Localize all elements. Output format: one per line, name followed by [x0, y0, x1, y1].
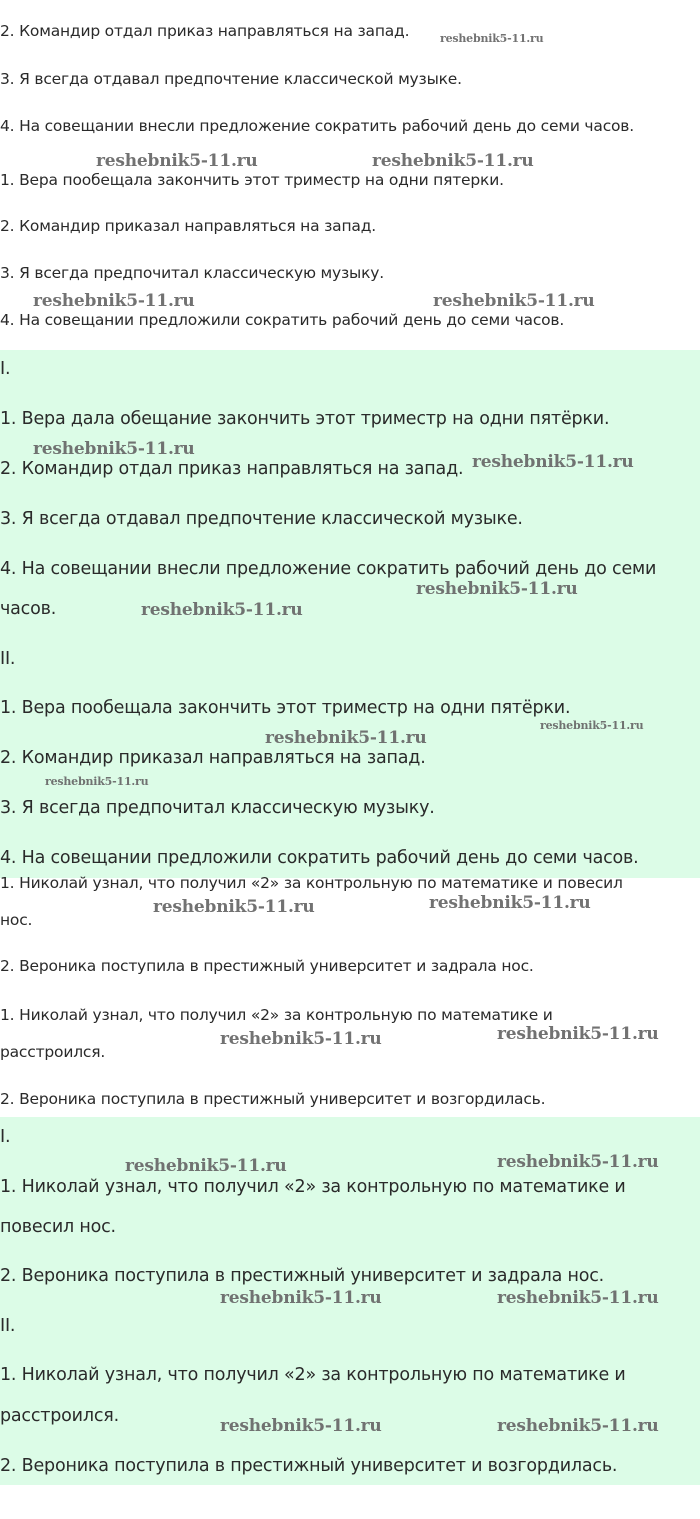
watermark-text: reshebnik5-11.ru — [220, 1288, 382, 1308]
watermark-text: reshebnik5-11.ru — [33, 291, 195, 311]
watermark-text: reshebnik5-11.ru — [416, 579, 578, 599]
section-label: II. — [0, 649, 16, 669]
watermark-text: reshebnik5-11.ru — [265, 728, 427, 748]
answer-line: 2. Вероника поступила в престижный университет и возгордилась. — [0, 1456, 618, 1476]
watermark-text: reshebnik5-11.ru — [429, 893, 591, 913]
watermark-text: reshebnik5-11.ru — [540, 719, 644, 732]
text-line: 2. Вероника поступила в престижный университет и возгордилась. — [0, 1090, 546, 1108]
answer-line: 4. На совещании внесли предложение сократить рабочий день до семи — [0, 559, 657, 579]
watermark-text: reshebnik5-11.ru — [497, 1288, 659, 1308]
watermark-text: reshebnik5-11.ru — [153, 897, 315, 917]
answer-line: 1. Вера дала обещание закончить этот триместр на одни пятёрки. — [0, 409, 610, 429]
text-line: нос. — [0, 911, 33, 929]
watermark-text: reshebnik5-11.ru — [45, 775, 149, 788]
text-line: 1. Николай узнал, что получил «2» за контрольную по математике и — [0, 1006, 553, 1024]
text-line: 3. Я всегда предпочитал классическую музыку. — [0, 264, 384, 282]
text-line: 3. Я всегда отдавал предпочтение классической музыке. — [0, 70, 462, 88]
watermark-text: reshebnik5-11.ru — [96, 151, 258, 171]
text-line: 1. Николай узнал, что получил «2» за контрольную по математике и повесил — [0, 874, 623, 892]
section-label: I. — [0, 359, 11, 379]
text-line: 2. Вероника поступила в престижный университет и задрала нос. — [0, 957, 534, 975]
answer-line: 2. Вероника поступила в престижный университет и задрала нос. — [0, 1266, 605, 1286]
section-label: I. — [0, 1127, 11, 1147]
text-line: 1. Вера пообещала закончить этот триместр на одни пятерки. — [0, 171, 504, 189]
answer-line: 2. Командир отдал приказ направляться на запад. — [0, 459, 464, 479]
answer-line: 3. Я всегда предпочитал классическую музыку. — [0, 798, 435, 818]
watermark-text: reshebnik5-11.ru — [372, 151, 534, 171]
watermark-text: reshebnik5-11.ru — [220, 1416, 382, 1436]
watermark-text: reshebnik5-11.ru — [472, 452, 634, 472]
answer-line: 3. Я всегда отдавал предпочтение классической музыке. — [0, 509, 523, 529]
watermark-text: reshebnik5-11.ru — [433, 291, 595, 311]
watermark-text: reshebnik5-11.ru — [33, 439, 195, 459]
text-line: 2. Командир приказал направляться на запад. — [0, 217, 376, 235]
text-line: расстроился. — [0, 1043, 106, 1061]
answer-line: 1. Николай узнал, что получил «2» за контрольную по математике и — [0, 1365, 626, 1385]
watermark-text: reshebnik5-11.ru — [220, 1029, 382, 1049]
text-line: 4. На совещании предложили сократить рабочий день до семи часов. — [0, 311, 565, 329]
answer-line: 2. Командир приказал направляться на запад. — [0, 748, 426, 768]
watermark-text: reshebnik5-11.ru — [497, 1024, 659, 1044]
watermark-text: reshebnik5-11.ru — [125, 1156, 287, 1176]
watermark-text: reshebnik5-11.ru — [440, 32, 544, 45]
answer-line: расстроился. — [0, 1406, 119, 1426]
answer-line: 1. Николай узнал, что получил «2» за контрольную по математике и — [0, 1177, 626, 1197]
answer-line: 1. Вера пообещала закончить этот триместр на одни пятёрки. — [0, 698, 571, 718]
watermark-text: reshebnik5-11.ru — [497, 1416, 659, 1436]
answer-line: повесил нос. — [0, 1217, 116, 1237]
text-line: 4. На совещании внесли предложение сократить рабочий день до семи часов. — [0, 117, 634, 135]
section-label: II. — [0, 1316, 16, 1336]
text-line: 2. Командир отдал приказ направляться на запад. — [0, 22, 410, 40]
answer-line: 4. На совещании предложили сократить рабочий день до семи часов. — [0, 848, 639, 868]
watermark-text: reshebnik5-11.ru — [141, 600, 303, 620]
answer-line: часов. — [0, 599, 57, 619]
watermark-text: reshebnik5-11.ru — [497, 1152, 659, 1172]
